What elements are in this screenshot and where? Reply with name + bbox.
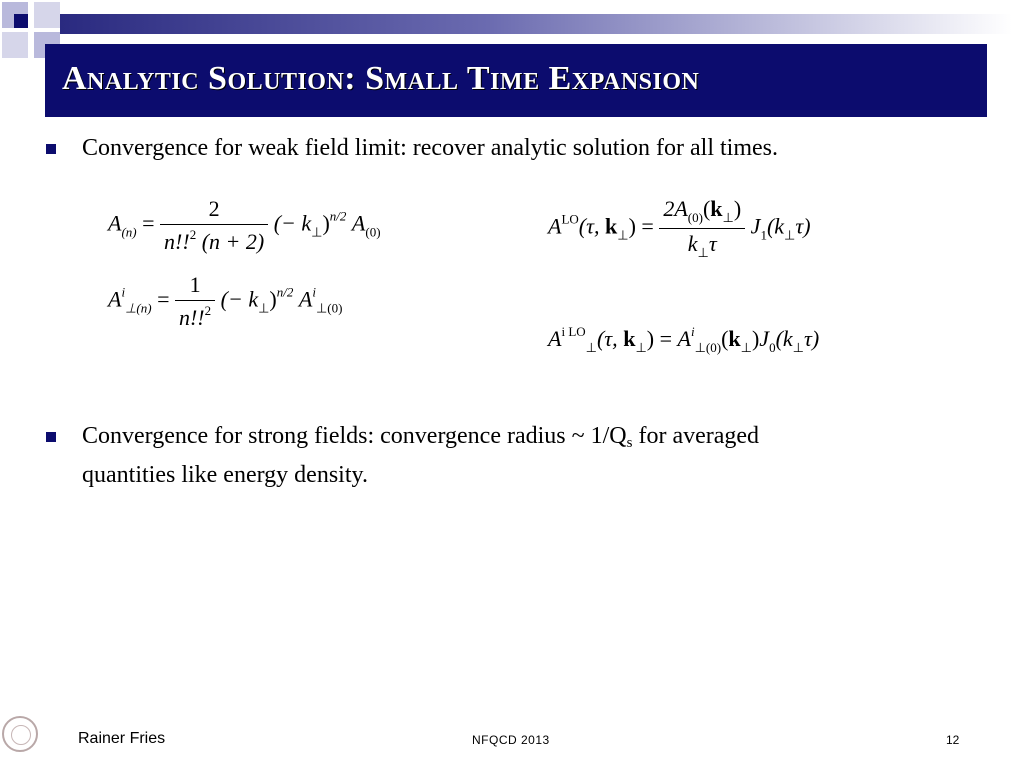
eq2-rhs: A [298, 286, 313, 312]
eq1-denominator [160, 225, 268, 255]
eq4-args-close: ) = [646, 326, 678, 351]
eq3-numerator [659, 196, 745, 229]
eq1-tail: (− k [273, 210, 312, 236]
equation-a-perp-lo [548, 324, 819, 356]
eq3-args-close: ) = [628, 213, 654, 239]
eq4-k: k [623, 326, 636, 351]
eq1-tail-sub: ⊥ [311, 224, 323, 240]
eq2-numerator: 1 [175, 272, 215, 301]
bullet-text-1: Convergence for weak field limit: recover analytic solution for all times. [82, 135, 778, 161]
equation-a-n [108, 196, 381, 255]
eq4-rhs-k: k [728, 326, 741, 351]
eq3-num-sub: (0) [687, 210, 703, 225]
footer-conference: NFQCD 2013 [472, 733, 550, 747]
bullet-2-main: Convergence for strong fields: convergence radius ~ 1/Q [82, 423, 627, 449]
eq2-rhs-sup: i [312, 284, 316, 300]
eq2-tail-sup: n/2 [276, 284, 294, 300]
eq1-equals: = [142, 210, 155, 236]
eq4-bessel-arg-sub: ⊥ [792, 340, 804, 355]
eq3-num-close: ) [733, 196, 742, 221]
eq4-lhs-sub: ⊥ [585, 340, 597, 355]
eq4-bessel-arg-tail: τ) [803, 326, 820, 351]
university-seal-logo [2, 716, 38, 752]
eq3-den-k: k [687, 231, 698, 256]
eq1-den-sup: 2 [189, 227, 197, 242]
eq3-den-tau: τ [708, 231, 717, 256]
eq1-lhs-sub: (n) [121, 224, 137, 240]
header-gradient-bar [60, 14, 1012, 34]
eq4-bessel-sub: 0 [769, 340, 776, 355]
bullet-text-2 [82, 420, 982, 491]
eq3-bessel-sub: 1 [760, 227, 767, 243]
eq4-rhs-k-sub: ⊥ [740, 340, 752, 355]
footer-author: Rainer Fries [78, 730, 166, 747]
eq2-lhs-sub: ⊥(n) [125, 300, 152, 316]
eq2-lhs-sup: i [121, 284, 126, 300]
eq4-rhs-sub: ⊥(0) [694, 340, 722, 355]
decor-square-3 [34, 2, 60, 28]
eq3-fraction [659, 196, 745, 261]
eq1-rhs-sub: (0) [365, 224, 381, 240]
bullet-2-line2: quantities like energy density. [82, 462, 368, 488]
eq1-lhs: A [108, 210, 122, 236]
eq4-bessel: J [759, 326, 770, 351]
eq3-args: (τ, [578, 213, 605, 239]
eq1-fraction [160, 196, 268, 255]
eq3-lhs-sup: LO [561, 211, 579, 227]
eq3-lhs: A [548, 213, 562, 239]
eq2-den-fact: n!! [178, 305, 205, 330]
eq3-k: k [605, 213, 618, 239]
eq1-den-fact: n!! [164, 229, 190, 254]
eq1-tail-sup: n/2 [329, 208, 347, 224]
eq1-tail-close: ) [322, 210, 330, 236]
equation-a-lo [548, 196, 811, 261]
eq2-equals: = [157, 286, 170, 312]
decor-square-2 [14, 14, 28, 28]
eq3-num-k: k [710, 196, 723, 221]
slide-title: Analytic Solution: Small Time Expansion [62, 60, 700, 97]
decor-square-4 [2, 32, 28, 58]
eq4-lhs-sup: i LO [561, 324, 586, 339]
eq4-bessel-arg: (k [775, 326, 793, 351]
eq3-num-k-sub: ⊥ [722, 210, 734, 225]
eq2-fraction [175, 272, 215, 331]
eq2-tail: (− k [220, 286, 259, 312]
eq2-lhs: A [108, 286, 122, 312]
eq4-rhs-paren: ( [721, 326, 729, 351]
eq3-denominator [659, 229, 745, 261]
eq3-den-sub: ⊥ [697, 245, 709, 260]
equation-a-perp-n [108, 272, 342, 331]
eq1-den-paren: (n + 2) [201, 229, 265, 254]
eq4-lhs: A [548, 326, 562, 351]
bullet-marker-1 [46, 144, 56, 154]
eq3-bessel-arg-tail: τ) [795, 213, 811, 239]
eq4-rhs-sup: i [690, 324, 695, 339]
eq3-num-a: 2A [663, 196, 688, 221]
footer-page-number: 12 [946, 733, 960, 747]
eq2-tail-sub: ⊥ [258, 300, 270, 316]
eq3-bessel-arg-sub: ⊥ [784, 227, 796, 243]
eq3-bessel: J [750, 213, 761, 239]
eq3-bessel-arg: (k [766, 213, 785, 239]
eq4-args: (τ, [596, 326, 624, 351]
eq1-rhs: A [351, 210, 366, 236]
bullet-2-subscript: s [626, 435, 633, 451]
eq2-tail-close: ) [269, 286, 277, 312]
eq2-denominator [175, 301, 215, 331]
bullet-2-cont: for averaged [632, 423, 760, 449]
eq4-k-sub: ⊥ [635, 340, 647, 355]
eq2-rhs-sub: ⊥(0) [315, 300, 343, 316]
eq1-numerator: 2 [160, 196, 268, 225]
eq3-num-paren: ( [702, 196, 711, 221]
eq3-k-sub: ⊥ [617, 227, 629, 243]
bullet-marker-2 [46, 432, 56, 442]
eq2-den-sup: 2 [204, 303, 212, 318]
eq4-rhs: A [677, 326, 691, 351]
eq4-rhs-close: ) [751, 326, 760, 351]
